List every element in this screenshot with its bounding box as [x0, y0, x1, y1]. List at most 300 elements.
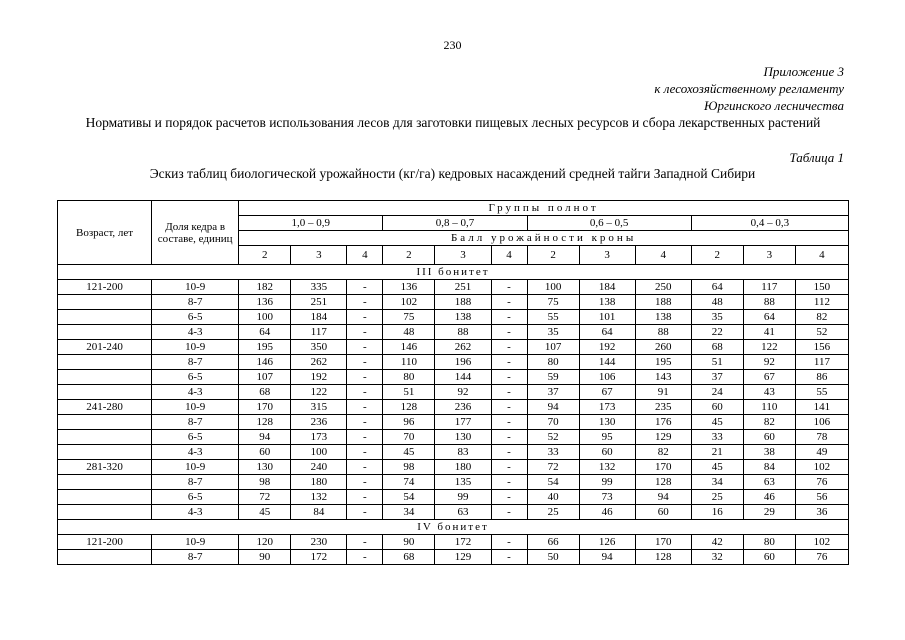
value-cell: 172: [435, 535, 491, 550]
section-row: [58, 265, 849, 280]
value-cell: -: [491, 325, 527, 340]
value-cell: -: [491, 370, 527, 385]
value-cell: -: [491, 340, 527, 355]
value-cell: 98: [383, 460, 435, 475]
value-cell: 128: [239, 415, 291, 430]
value-cell: 126: [579, 535, 635, 550]
value-cell: 96: [383, 415, 435, 430]
age-cell: [58, 430, 152, 445]
score-header-cell: 2: [691, 246, 743, 265]
share-cell: 8-7: [152, 475, 239, 490]
value-cell: 92: [743, 355, 795, 370]
value-cell: -: [347, 280, 383, 295]
score-header-cell: 4: [491, 246, 527, 265]
value-cell: 82: [635, 445, 691, 460]
age-cell: [58, 310, 152, 325]
value-cell: 95: [579, 430, 635, 445]
value-cell: 172: [291, 550, 347, 565]
value-cell: 230: [291, 535, 347, 550]
value-cell: 138: [435, 310, 491, 325]
value-cell: 107: [527, 340, 579, 355]
value-cell: 70: [383, 430, 435, 445]
value-cell: 73: [579, 490, 635, 505]
value-cell: 51: [383, 385, 435, 400]
table-row: [58, 535, 849, 550]
header-age: Возраст, лет: [58, 201, 152, 265]
header-share: Доля кедра в составе, единиц: [152, 201, 239, 265]
value-cell: 67: [579, 385, 635, 400]
value-cell: 22: [691, 325, 743, 340]
value-cell: 94: [635, 490, 691, 505]
table-row: [58, 355, 849, 370]
value-cell: -: [491, 445, 527, 460]
table-row: [58, 505, 849, 520]
share-cell: 4-3: [152, 445, 239, 460]
value-cell: 100: [527, 280, 579, 295]
value-cell: 84: [291, 505, 347, 520]
value-cell: 38: [743, 445, 795, 460]
value-cell: -: [491, 295, 527, 310]
table-row: [58, 445, 849, 460]
table-row: [58, 475, 849, 490]
value-cell: 76: [795, 550, 848, 565]
table-row: [58, 400, 849, 415]
value-cell: -: [347, 370, 383, 385]
table-row: [58, 370, 849, 385]
value-cell: 90: [383, 535, 435, 550]
value-cell: 100: [291, 445, 347, 460]
score-header-cell: 2: [383, 246, 435, 265]
value-cell: 59: [527, 370, 579, 385]
appendix-line-3: Юргинского лесничества: [704, 98, 844, 113]
value-cell: 25: [691, 490, 743, 505]
value-cell: 91: [635, 385, 691, 400]
score-header-cell: 3: [579, 246, 635, 265]
value-cell: 37: [691, 370, 743, 385]
share-cell: 6-5: [152, 310, 239, 325]
value-cell: 88: [435, 325, 491, 340]
value-cell: 64: [579, 325, 635, 340]
value-cell: 335: [291, 280, 347, 295]
value-cell: 80: [743, 535, 795, 550]
value-cell: -: [491, 400, 527, 415]
value-cell: 80: [383, 370, 435, 385]
value-cell: 82: [795, 310, 848, 325]
value-cell: 54: [383, 490, 435, 505]
value-cell: 188: [635, 295, 691, 310]
share-cell: 8-7: [152, 550, 239, 565]
value-cell: 36: [795, 505, 848, 520]
table-row: [58, 280, 849, 295]
value-cell: -: [347, 550, 383, 565]
value-cell: 60: [579, 445, 635, 460]
value-cell: -: [347, 430, 383, 445]
value-cell: -: [347, 325, 383, 340]
value-cell: 117: [291, 325, 347, 340]
table-row: [58, 310, 849, 325]
group-header: 1,0 – 0,9: [239, 216, 383, 231]
age-cell: [58, 385, 152, 400]
value-cell: 88: [743, 295, 795, 310]
value-cell: 64: [239, 325, 291, 340]
value-cell: 82: [743, 415, 795, 430]
value-cell: -: [491, 385, 527, 400]
share-cell: 8-7: [152, 295, 239, 310]
value-cell: 156: [795, 340, 848, 355]
value-cell: 92: [435, 385, 491, 400]
score-header-cell: 3: [743, 246, 795, 265]
value-cell: 110: [383, 355, 435, 370]
value-cell: 25: [527, 505, 579, 520]
value-cell: 29: [743, 505, 795, 520]
value-cell: 136: [383, 280, 435, 295]
value-cell: 143: [635, 370, 691, 385]
age-cell: [58, 370, 152, 385]
value-cell: 136: [239, 295, 291, 310]
value-cell: 117: [743, 280, 795, 295]
section-row: [58, 520, 849, 535]
value-cell: 34: [691, 475, 743, 490]
value-cell: 64: [691, 280, 743, 295]
table-row: [58, 460, 849, 475]
value-cell: 94: [527, 400, 579, 415]
value-cell: -: [347, 385, 383, 400]
value-cell: 84: [743, 460, 795, 475]
value-cell: 173: [579, 400, 635, 415]
value-cell: 122: [291, 385, 347, 400]
appendix-line-2: к лесохозяйственному регламенту: [654, 81, 844, 96]
value-cell: 235: [635, 400, 691, 415]
value-cell: 251: [435, 280, 491, 295]
age-cell: 121-200: [58, 535, 152, 550]
value-cell: 128: [635, 475, 691, 490]
value-cell: 122: [743, 340, 795, 355]
share-cell: 10-9: [152, 535, 239, 550]
score-header-cell: 3: [291, 246, 347, 265]
value-cell: 132: [291, 490, 347, 505]
value-cell: 45: [691, 415, 743, 430]
value-cell: -: [491, 430, 527, 445]
score-header-cell: 4: [347, 246, 383, 265]
value-cell: 112: [795, 295, 848, 310]
value-cell: 34: [383, 505, 435, 520]
value-cell: 94: [579, 550, 635, 565]
age-cell: [58, 295, 152, 310]
value-cell: 45: [383, 445, 435, 460]
value-cell: 99: [579, 475, 635, 490]
value-cell: 106: [579, 370, 635, 385]
value-cell: 106: [795, 415, 848, 430]
value-cell: -: [491, 355, 527, 370]
value-cell: 35: [527, 325, 579, 340]
value-cell: 350: [291, 340, 347, 355]
value-cell: 170: [239, 400, 291, 415]
table-row: [58, 430, 849, 445]
value-cell: 51: [691, 355, 743, 370]
table-label: Таблица 1: [789, 150, 844, 165]
value-cell: 98: [239, 475, 291, 490]
value-cell: 60: [743, 430, 795, 445]
value-cell: -: [347, 340, 383, 355]
value-cell: 192: [579, 340, 635, 355]
value-cell: 35: [691, 310, 743, 325]
value-cell: 33: [527, 445, 579, 460]
value-cell: 117: [795, 355, 848, 370]
value-cell: 129: [635, 430, 691, 445]
table-row: [58, 340, 849, 355]
value-cell: -: [347, 505, 383, 520]
value-cell: 74: [383, 475, 435, 490]
value-cell: 182: [239, 280, 291, 295]
value-cell: 102: [795, 535, 848, 550]
value-cell: 48: [691, 295, 743, 310]
value-cell: 63: [435, 505, 491, 520]
document-title: Нормативы и порядок расчетов использования лесов для заготовки пищевых лесных ресурсов и сбора лекарственных растений: [85, 115, 821, 130]
group-header: 0,6 – 0,5: [527, 216, 691, 231]
age-cell: [58, 550, 152, 565]
value-cell: 250: [635, 280, 691, 295]
value-cell: 33: [691, 430, 743, 445]
section-label: IV бонитет: [58, 520, 849, 535]
value-cell: 78: [795, 430, 848, 445]
value-cell: 90: [239, 550, 291, 565]
group-header: 0,8 – 0,7: [383, 216, 527, 231]
value-cell: 45: [691, 460, 743, 475]
value-cell: 37: [527, 385, 579, 400]
value-cell: 94: [239, 430, 291, 445]
yield-table: [57, 200, 849, 565]
score-header-cell: 3: [435, 246, 491, 265]
value-cell: -: [491, 475, 527, 490]
age-cell: [58, 505, 152, 520]
age-cell: [58, 490, 152, 505]
group-header: 0,4 – 0,3: [691, 216, 848, 231]
value-cell: 262: [435, 340, 491, 355]
age-cell: 121-200: [58, 280, 152, 295]
value-cell: 68: [239, 385, 291, 400]
value-cell: -: [347, 460, 383, 475]
value-cell: 55: [527, 310, 579, 325]
value-cell: 50: [527, 550, 579, 565]
table-caption: Эскиз таблиц биологической урожайности (кг/га) кедровых насаждений средней тайги Западной Сибири: [149, 166, 756, 181]
value-cell: 184: [579, 280, 635, 295]
value-cell: 102: [383, 295, 435, 310]
value-cell: 49: [795, 445, 848, 460]
page-number: 230: [443, 38, 462, 52]
value-cell: 46: [743, 490, 795, 505]
value-cell: 195: [635, 355, 691, 370]
value-cell: 260: [635, 340, 691, 355]
value-cell: 64: [743, 310, 795, 325]
value-cell: 150: [795, 280, 848, 295]
value-cell: -: [347, 415, 383, 430]
value-cell: 101: [579, 310, 635, 325]
share-cell: 4-3: [152, 505, 239, 520]
table-body: [58, 265, 849, 565]
age-cell: [58, 445, 152, 460]
value-cell: 88: [635, 325, 691, 340]
value-cell: 70: [527, 415, 579, 430]
value-cell: 32: [691, 550, 743, 565]
table-row: [58, 295, 849, 310]
value-cell: -: [491, 460, 527, 475]
value-cell: 188: [435, 295, 491, 310]
value-cell: 236: [435, 400, 491, 415]
value-cell: 180: [435, 460, 491, 475]
value-cell: 138: [579, 295, 635, 310]
value-cell: -: [491, 310, 527, 325]
value-cell: -: [347, 490, 383, 505]
value-cell: 128: [383, 400, 435, 415]
value-cell: 40: [527, 490, 579, 505]
value-cell: -: [491, 415, 527, 430]
value-cell: -: [347, 355, 383, 370]
share-cell: 4-3: [152, 325, 239, 340]
value-cell: -: [491, 505, 527, 520]
age-cell: 241-280: [58, 400, 152, 415]
value-cell: 110: [743, 400, 795, 415]
value-cell: 21: [691, 445, 743, 460]
share-cell: 6-5: [152, 490, 239, 505]
value-cell: 129: [435, 550, 491, 565]
value-cell: -: [347, 445, 383, 460]
age-cell: 201-240: [58, 340, 152, 355]
value-cell: 173: [291, 430, 347, 445]
value-cell: 75: [527, 295, 579, 310]
value-cell: 80: [527, 355, 579, 370]
value-cell: 144: [579, 355, 635, 370]
value-cell: 135: [435, 475, 491, 490]
table-row: [58, 490, 849, 505]
value-cell: 63: [743, 475, 795, 490]
value-cell: -: [347, 400, 383, 415]
value-cell: 54: [527, 475, 579, 490]
value-cell: 100: [239, 310, 291, 325]
value-cell: 60: [691, 400, 743, 415]
age-cell: [58, 325, 152, 340]
age-cell: 281-320: [58, 460, 152, 475]
share-cell: 10-9: [152, 340, 239, 355]
value-cell: 76: [795, 475, 848, 490]
value-cell: 176: [635, 415, 691, 430]
value-cell: 83: [435, 445, 491, 460]
value-cell: 42: [691, 535, 743, 550]
value-cell: 130: [239, 460, 291, 475]
value-cell: 48: [383, 325, 435, 340]
value-cell: 24: [691, 385, 743, 400]
share-cell: 6-5: [152, 370, 239, 385]
value-cell: 132: [579, 460, 635, 475]
value-cell: 184: [291, 310, 347, 325]
value-cell: 52: [795, 325, 848, 340]
score-header-cell: 2: [239, 246, 291, 265]
value-cell: 240: [291, 460, 347, 475]
header-density-groups: Группы полнот: [239, 201, 849, 216]
value-cell: 43: [743, 385, 795, 400]
value-cell: 141: [795, 400, 848, 415]
value-cell: -: [491, 535, 527, 550]
value-cell: 86: [795, 370, 848, 385]
age-cell: [58, 415, 152, 430]
value-cell: 45: [239, 505, 291, 520]
value-cell: 196: [435, 355, 491, 370]
age-cell: [58, 475, 152, 490]
value-cell: 41: [743, 325, 795, 340]
value-cell: 67: [743, 370, 795, 385]
share-cell: 4-3: [152, 385, 239, 400]
share-cell: 8-7: [152, 355, 239, 370]
score-header-cell: 4: [795, 246, 848, 265]
value-cell: 180: [291, 475, 347, 490]
value-cell: 130: [579, 415, 635, 430]
value-cell: 315: [291, 400, 347, 415]
value-cell: 52: [527, 430, 579, 445]
value-cell: 66: [527, 535, 579, 550]
table-row: [58, 385, 849, 400]
value-cell: 195: [239, 340, 291, 355]
header-crown-score: Балл урожайности кроны: [239, 231, 849, 246]
value-cell: 107: [239, 370, 291, 385]
value-cell: 55: [795, 385, 848, 400]
section-label: III бонитет: [58, 265, 849, 280]
table-row: [58, 550, 849, 565]
share-cell: 10-9: [152, 280, 239, 295]
value-cell: 170: [635, 460, 691, 475]
value-cell: -: [491, 490, 527, 505]
value-cell: 72: [527, 460, 579, 475]
value-cell: 192: [291, 370, 347, 385]
value-cell: 170: [635, 535, 691, 550]
value-cell: 99: [435, 490, 491, 505]
value-cell: -: [491, 550, 527, 565]
value-cell: 56: [795, 490, 848, 505]
value-cell: 144: [435, 370, 491, 385]
value-cell: 102: [795, 460, 848, 475]
value-cell: 68: [383, 550, 435, 565]
appendix-line-1: Приложение 3: [763, 64, 844, 79]
share-cell: 10-9: [152, 460, 239, 475]
share-cell: 8-7: [152, 415, 239, 430]
value-cell: 128: [635, 550, 691, 565]
value-cell: 68: [691, 340, 743, 355]
score-header-cell: 2: [527, 246, 579, 265]
table-row: [58, 415, 849, 430]
value-cell: 146: [383, 340, 435, 355]
value-cell: -: [347, 535, 383, 550]
value-cell: 60: [743, 550, 795, 565]
value-cell: 60: [635, 505, 691, 520]
value-cell: -: [347, 310, 383, 325]
value-cell: 262: [291, 355, 347, 370]
share-cell: 6-5: [152, 430, 239, 445]
value-cell: 72: [239, 490, 291, 505]
table-row: [58, 325, 849, 340]
value-cell: 130: [435, 430, 491, 445]
value-cell: 46: [579, 505, 635, 520]
age-cell: [58, 355, 152, 370]
value-cell: -: [491, 280, 527, 295]
score-header-cell: 4: [635, 246, 691, 265]
value-cell: 138: [635, 310, 691, 325]
value-cell: 120: [239, 535, 291, 550]
value-cell: -: [347, 295, 383, 310]
value-cell: 75: [383, 310, 435, 325]
value-cell: 236: [291, 415, 347, 430]
value-cell: 60: [239, 445, 291, 460]
share-cell: 10-9: [152, 400, 239, 415]
value-cell: -: [347, 475, 383, 490]
value-cell: 16: [691, 505, 743, 520]
